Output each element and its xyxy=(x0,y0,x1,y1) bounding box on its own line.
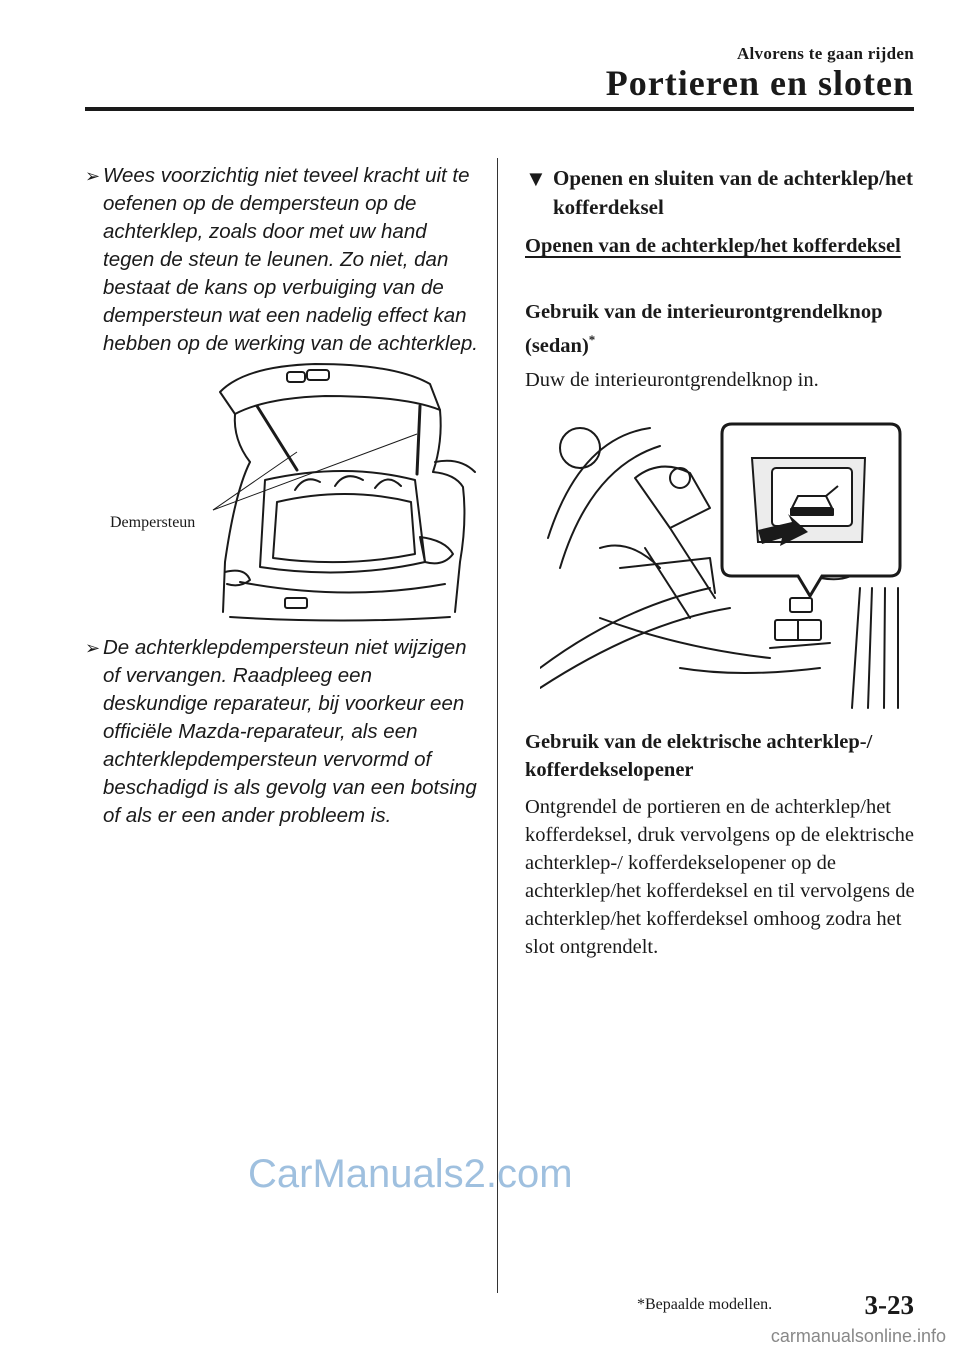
warning-1 xyxy=(85,162,480,358)
footnote: *Bepaalde modellen. xyxy=(637,1296,773,1313)
section-name: Alvorens te gaan rijden xyxy=(736,44,914,63)
triangle-right-icon: ➢ xyxy=(85,166,101,186)
triangle-right-icon: ➢ xyxy=(85,638,101,658)
warning-2 xyxy=(85,634,480,830)
interior-heading-block xyxy=(525,298,915,360)
section-heading-block xyxy=(525,164,915,222)
warning-1-text: Wees voorzichtig niet teveel kracht uit te oefenen op de dempersteun op de achterklep, zoals door met uw hand tegen de steun te leunen. Zo niet, dan bestaat de kans op verbuiging van de dempersteun wat een nadelig effect kan hebben op de werking van de achterklep. xyxy=(103,164,478,355)
triangle-down-icon: ▼ xyxy=(525,166,547,191)
subheading-block xyxy=(525,232,915,260)
section-heading: Openen en sluiten van de achterklep/het kofferdeksel xyxy=(553,166,913,219)
tailgate-illustration xyxy=(205,362,480,624)
interior-text: Duw de interieurontgrendelknop in. xyxy=(525,369,819,391)
electric-heading-block xyxy=(525,728,915,784)
subheading: Openen van de achterklep/het kofferdeksel xyxy=(525,235,901,257)
interior-text-block xyxy=(525,366,915,394)
interior-heading: Gebruik van de interieurontgrendelknop (sedan) xyxy=(525,301,883,357)
header-rule xyxy=(85,107,914,111)
asterisk: * xyxy=(588,332,596,347)
figure-label: Dempersteun xyxy=(110,514,196,531)
watermark-site: carmanualsonline.info xyxy=(770,1326,946,1346)
warning-2-text: De achterklepdempersteun niet wijzigen of vervangen. Raadpleeg een deskundige reparateur, bij voorkeur een officiële Mazda-reparateur, als een achterklepdempersteun vervormd of beschadigd is als gevolg van een botsing of als er een ander probleem is. xyxy=(103,636,477,827)
watermark-carmanuals: CarManuals2.com xyxy=(248,1152,573,1196)
release-button-illustration xyxy=(540,418,910,710)
electric-text-block xyxy=(525,793,915,961)
page-number: 3-23 xyxy=(864,1290,914,1320)
page-title: Portieren en sloten xyxy=(605,63,914,103)
electric-heading: Gebruik van de elektrische achterklep-/ kofferdekselopener xyxy=(525,731,873,781)
electric-text: Ontgrendel de portieren en de achterklep/het kofferdeksel, druk vervolgens op de elektrische achterklep-/ kofferdekselopener op de achterklep/het kofferdeksel en til vervolgens de achterklep/het kofferdeksel omhoog zodra het slot ontgrendelt. xyxy=(525,796,915,958)
column-divider xyxy=(497,158,498,1293)
